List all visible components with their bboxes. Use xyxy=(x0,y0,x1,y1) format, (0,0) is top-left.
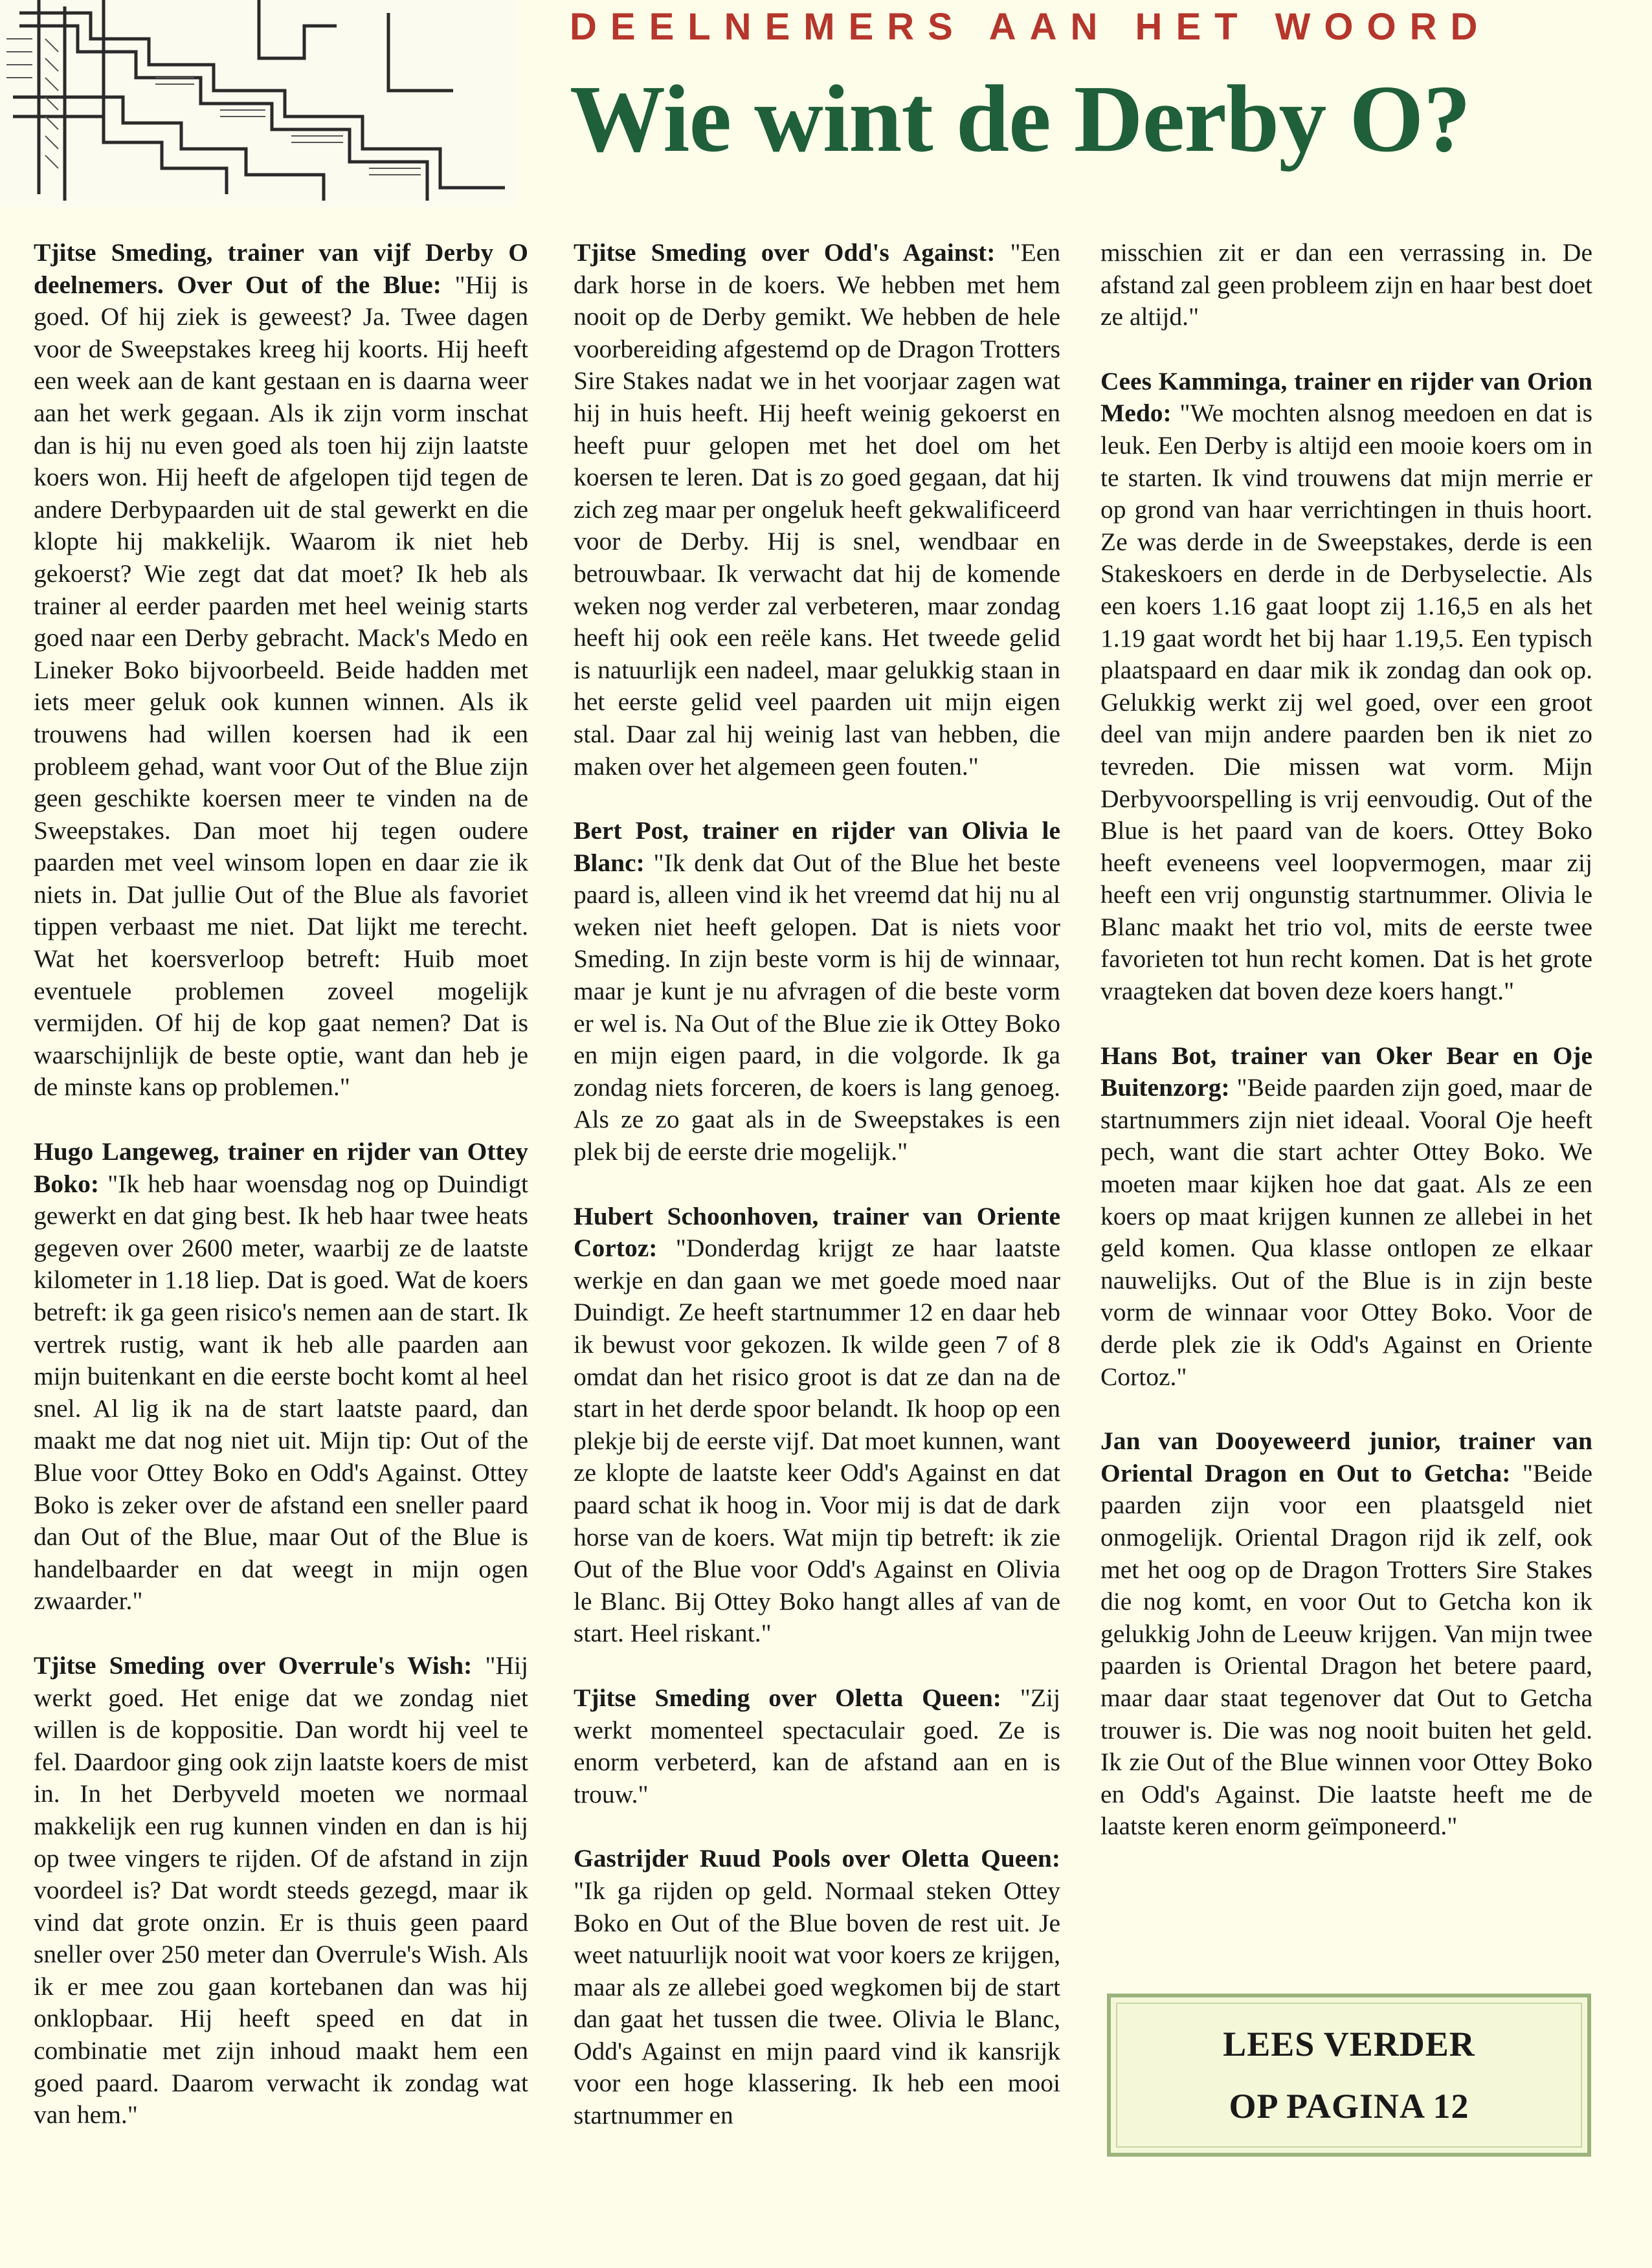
article-column-1 xyxy=(34,237,528,2131)
continued-paragraph: misschien zit er dan een verrassing in. De afstand zal geen probleem zijn en haar best doet ze altijd." xyxy=(1100,238,1592,331)
speaker-lead: Hugo Langeweg, trainer en rijder van Ottey Boko: xyxy=(34,1137,528,1198)
staircase-illustration xyxy=(0,0,518,207)
interview-paragraph xyxy=(574,1682,1060,1810)
quote-text: "Ik heb haar woensdag nog op Duindigt gewerkt en dat ging best. Ik heb haar twee heats gegeven over 2600 meter, waarbij ze de laatste kilometer in 1.18 liep. Dat is goed. Wat de koers betreft: ik ga geen risico's nemen aan de start. Ik vertrek rustig, want ik heb alle paarden aan mijn buitenkant en die eerste bocht komt al heel snel. Al lig ik na de start laatste paard, dan maakt me dat nog niet uit. Mijn tip: Out of the Blue voor Ottey Boko en Odd's Against. Ottey Boko is zeker over de afstand een sneller paard dan Out of the Blue, maar Out of the Blue is handelbaarder en dat weegt in mijn ogen zwaarder." xyxy=(34,1169,528,1616)
interview-paragraph xyxy=(1100,1040,1592,1394)
callout-line-2: OP PAGINA 12 xyxy=(1229,2087,1469,2126)
quote-text: "Ik ga rijden op geld. Normaal steken Ottey Boko en Out of the Blue boven de rest uit. Je weet natuurlijk nooit wat voor koers ze krijgen, maar als ze allebei goed wegkomen bij de start dan gaat het tussen die twee. Olivia le Blanc, Odd's Against en mijn paard vind ik kansrijk voor een hoge klassering. Ik heb een mooi startnummer en xyxy=(574,1876,1060,2130)
interview-paragraph xyxy=(574,237,1060,783)
speaker-lead: Hans Bot, trainer van Oker Bear en Oje Buitenzorg: xyxy=(1100,1041,1592,1102)
quote-text: "Hij werkt goed. Het enige dat we zondag niet willen is de koppositie. Dan wordt hij veel te fel. Daardoor ging ook zijn laatste koers de mist in. In het Derbyveld moeten we normaal makkelijk een rug kunnen vinden en dan is hij op twee vingers te rijden. Of de afstand in zijn voordeel is? Dat wordt steeds gezegd, maar ik vind dat grote onzin. Er is thuis geen paard sneller over 250 meter dan Overrule's Wish. Als ik er mee zou gaan kortebanen dan was hij onklopbaar. Hij heeft speed en dat in combinatie met zijn inhoud maakt hem een goed paard. Daarom verwacht ik zondag wat van hem." xyxy=(34,1651,528,2129)
article-column-3 xyxy=(1100,237,1592,1843)
interview-paragraph xyxy=(1100,1425,1592,1843)
callout-line-1: LEES VERDER xyxy=(1223,2025,1475,2063)
speaker-lead: Tjitse Smeding over Odd's Against: xyxy=(574,238,996,267)
continued-on-page-box xyxy=(1107,1994,1591,2157)
speaker-lead: Gastrijder Ruud Pools over Oletta Queen: xyxy=(574,1844,1060,1873)
section-label: DEELNEMERS AAN HET WOORD xyxy=(570,6,1491,48)
speaker-lead: Tjitse Smeding over Oletta Queen: xyxy=(574,1683,1001,1712)
quote-text: "Zij werkt momenteel spectaculair goed. Ze is enorm verbeterd, kan de afstand aan en is trouw." xyxy=(574,1683,1060,1808)
page-title: Wie wint de Derby O? xyxy=(570,66,1471,172)
interview-paragraph xyxy=(574,1201,1060,1650)
staircase-drawing xyxy=(0,0,518,207)
speaker-lead: Jan van Dooyeweerd junior, trainer van Oriental Dragon en Out to Getcha: xyxy=(1100,1427,1592,1487)
interview-paragraph xyxy=(574,1843,1060,2131)
quote-text: "Ik denk dat Out of the Blue het beste paard is, alleen vind ik het vreemd dat hij nu al weken niet heeft gelopen. Dat is niets voor Smeding. In zijn beste vorm is hij de winnaar, maar je kunt je nu afvragen of die beste vorm er wel is. Na Out of the Blue zie ik Ottey Boko en mijn eigen paard, in die volgorde. Ik ga zondag niets forceren, de koers is lang genoeg. Als ze zo gaat als in de Sweepstakes is een plek bij de eerste drie mogelijk." xyxy=(574,848,1060,1166)
quote-text: "Beide paarden zijn voor een plaatsgeld niet onmogelijk. Oriental Dragon rijd ik zelf, ook met het oog op de Dragon Trotters Sire Stakes die nog komt, en voor Out to Getcha kon ik gelukkig John de Leeuw krijgen. Van mijn twee paarden is Oriental Dragon het betere paard, maar daar staat tegenover dat Out to Getcha trouwer is. Die was nog nooit buiten het geld. Ik zie Out of the Blue winnen voor Ottey Boko en Odd's Against. Die laatste heeft me de laatste keren enorm geïmponeerd." xyxy=(1100,1458,1592,1841)
quote-text: "Hij is goed. Of hij ziek is geweest? Ja. Twee dagen voor de Sweepstakes kreeg hij koorts. Hij heeft een week aan de kant gestaan en is daarna weer aan het werk gegaan. Als ik zijn vorm inschat dan is hij nu even goed als toen hij zijn laatste koers won. Hij heeft de afgelopen tijd tegen de andere Derbypaarden uit de stal gewerkt en die klopte hij makkelijk. Waarom ik niet heb gekoerst? Wie zegt dat dat moet? Ik heb als trainer al eerder paarden met heel weinig starts goed naar een Derby gebracht. Mack's Medo en Lineker Boko bijvoorbeeld. Beide hadden met iets meer geluk ook kunnen winnen. Als ik trouwens had willen koersen had ik een probleem gehad, want voor Out of the Blue zijn geen geschikte koersen meer te vinden na de Sweepstakes. Dan moet hij tegen oudere paarden met veel winsom lopen en daar zie ik niets in. Dat jullie Out of the Blue als favoriet tippen verbaast me niet. Dat lijkt me terecht. Wat het koersverloop betreft: Huib moet eventuele problemen zoveel mogelijk vermijden. Of hij de kop gaat nemen? Dat is waarschijnlijk de beste optie, want dan heb je de minste kans op problemen." xyxy=(34,270,528,1102)
interview-paragraph xyxy=(34,1136,528,1618)
speaker-lead: Bert Post, trainer en rijder van Olivia le Blanc: xyxy=(574,816,1060,877)
quote-text: "Beide paarden zijn goed, maar de startnummers zijn niet ideaal. Vooral Oje heeft pech, want die start achter Ottey Boko. We moeten maar kijken hoe dat gaat. Als ze een koers op maat krijgen kunnen ze allebei in het geld komen. Qua klasse ontlopen ze elkaar nauwelijks. Out of the Blue is in zijn beste vorm de winnaar voor Ottey Boko. Voor de derde plek zie ik Odd's Against en Oriente Cortoz." xyxy=(1100,1073,1592,1391)
interview-paragraph xyxy=(34,1650,528,2131)
interview-paragraph xyxy=(574,815,1060,1168)
speaker-lead: Tjitse Smeding over Overrule's Wish: xyxy=(34,1651,473,1680)
speaker-lead: Cees Kamminga, trainer en rijder van Orion Medo: xyxy=(1100,366,1592,428)
speaker-lead: Tjitse Smeding, trainer van vijf Derby O deelnemers. Over Out of the Blue: xyxy=(34,238,528,299)
article-column-2 xyxy=(574,237,1060,2132)
speaker-lead: Hubert Schoonhoven, trainer van Oriente Cortoz: xyxy=(574,1201,1060,1263)
quote-text: "We mochten alsnog meedoen en dat is leuk. Een Derby is altijd een mooie koers om in te starten. Ik vind trouwens dat mijn merrie er op grond van haar verrichtingen in thuis hoort. Ze was derde in de Sweepstakes, derde is een Stakeskoers en derde in de Derbyselectie. Als een koers 1.16 gaat loopt zij 1.16,5 en als het 1.19 gaat wordt het bij haar 1.19,5. Een typisch plaatspaard en daar mik ik zondag dan ook op. Gelukkig werkt zij wel goed, over een groot deel van mijn andere paarden ben ik niet zo tevreden. Die missen wat vorm. Mijn Derbyvoorspelling is vrij eenvoudig. Out of the Blue is het paard van de koers. Ottey Boko heeft eveneens veel loopvermogen, maar zij heeft een vrij ongunstig startnummer. Olivia le Blanc maakt het trio vol, mits de eerste twee favorieten tot hun recht komen. Dat is het grote vraagteken dat boven deze koers hangt." xyxy=(1100,399,1592,1006)
interview-paragraph xyxy=(34,237,528,1104)
quote-text: "Donderdag krijgt ze haar laatste werkje en dan gaan we met goede moed naar Duindigt. Ze heeft startnummer 12 en daar heb ik bewust voor gekozen. Ik wilde geen 7 of 8 omdat dan het risico groot is dat ze dan na de start in het derde spoor belandt. Ik hoop op een plekje bij de eerste vijf. Dat moet kunnen, want ze klopte de laatste keer Odd's Against en dat paard schat ik hoog in. Voor mij is dat de dark horse van de koers. Wat mijn tip betreft: ik zie Out of the Blue voor Odd's Against en Olivia le Blanc. Bij Ottey Boko hangt alles af van de start. Heel riskant." xyxy=(574,1234,1060,1648)
quote-text: "Een dark horse in de koers. We hebben met hem nooit op de Derby gemikt. We hebben de hele voorbereiding afgestemd op de Dragon Trotters Sire Stakes nadat we in het voorjaar zagen wat hij in huis heeft. Hij heeft weinig gekoerst en heeft puur gelopen met het doel om het koersen te leren. Dat is zo goed gegaan, dat hij zich zeg maar per ongeluk heeft gekwalificeerd voor de Derby. Hij is snel, wendbaar en betrouwbaar. Ik verwacht dat hij de komende weken nog verder zal verbeteren, maar zondag heeft hij ook een reële kans. Het tweede gelid is natuurlijk een nadeel, maar gelukkig staan in het eerste gelid veel paarden uit mijn eigen stal. Daar zal hij weinig last van hebben, die maken over het algemeen geen fouten." xyxy=(574,238,1060,781)
interview-paragraph xyxy=(1100,366,1592,1008)
